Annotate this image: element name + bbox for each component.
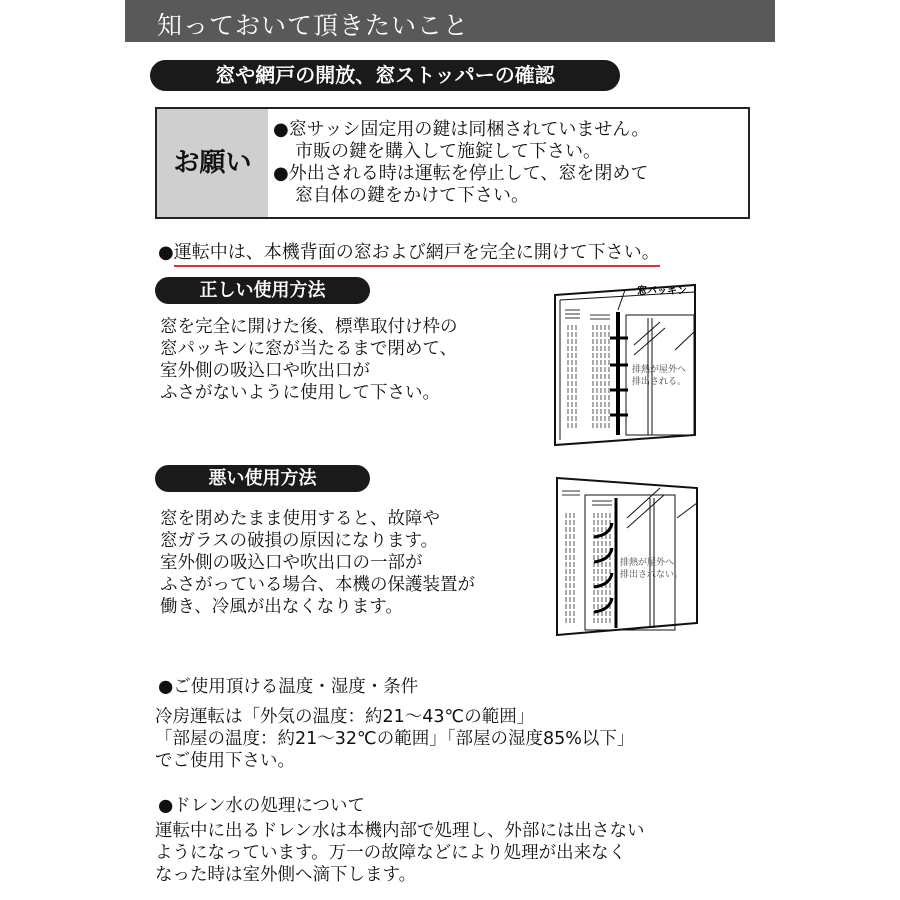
section-title: 窓や網戸の開放、窓ストッパーの確認 — [150, 60, 620, 91]
correct-usage-title: 正しい使用方法 — [155, 277, 370, 304]
text-line: 室外側の吸込口や吹出口の一部が — [160, 553, 423, 573]
text-line: 冷房運転は「外気の温度：約21～43℃の範囲」 — [155, 707, 535, 727]
correct-window-diagram — [550, 280, 700, 450]
text-line: 「部屋の温度：約21～32℃の範囲」「部屋の湿度85%以下」 — [155, 729, 635, 749]
conditions-text — [155, 706, 634, 772]
diagram-caption: 排出されない。 — [620, 570, 684, 580]
text-line: なった時は室外側へ滴下します。 — [155, 865, 417, 885]
text-line: 室外側の吸込口や吹出口が — [160, 361, 370, 381]
text-line: 働き、冷風が出なくなります。 — [160, 597, 403, 617]
bullet-icon: ● — [158, 242, 174, 263]
request-text — [273, 119, 649, 207]
diagram-caption: 排出される。 — [632, 377, 687, 387]
text-line: 運転中に出るドレン水は本機内部で処理し、外部には出さない — [155, 821, 645, 841]
header-bar — [125, 0, 775, 42]
drain-text — [155, 820, 645, 886]
request-line: ●外出される時は運転を停止して、窓を閉めて — [273, 163, 649, 184]
drain-title: ●ドレン水の処理について — [158, 796, 365, 816]
request-line: 窓自体の鍵をかけて下さい。 — [295, 185, 529, 206]
conditions-title: ●ご使用頂ける温度・湿度・条件 — [158, 677, 419, 697]
page-title: 知っておいて頂きたいこと — [157, 11, 470, 40]
request-box — [155, 107, 750, 219]
request-line: 市販の鍵を購入して施錠して下さい。 — [295, 141, 601, 162]
text-line: 窓パッキンに窓が当たるまで閉めて、 — [160, 339, 457, 359]
text-line: ようになっています。万一の故障などにより処理が出来なく — [155, 843, 627, 863]
request-label: お願い — [157, 109, 268, 217]
packing-label: 窓パッキン — [637, 286, 687, 297]
diagram-caption: 排熱が屋外へ — [620, 558, 675, 568]
text-line: 窓を閉めたまま使用すると、故障や — [160, 509, 440, 529]
notice-text: 運転中は、本機背面の窓および網戸を完全に開けて下さい。 — [174, 242, 660, 267]
text-line: でご使用下さい。 — [155, 751, 295, 771]
notice — [158, 238, 660, 264]
incorrect-window-diagram — [552, 473, 700, 638]
incorrect-usage-title: 悪い使用方法 — [155, 465, 370, 492]
text-line: 窓ガラスの破損の原因になります。 — [160, 531, 439, 551]
diagram-caption: 排熱が屋外へ — [632, 365, 687, 375]
incorrect-usage-text — [160, 508, 475, 618]
correct-usage-text — [160, 316, 458, 404]
request-line: ●窓サッシ固定用の鍵は同梱されていません。 — [273, 119, 650, 140]
text-line: ふさがないように使用して下さい。 — [160, 383, 440, 403]
text-line: ふさがっている場合、本機の保護装置が — [160, 575, 475, 595]
text-line: 窓を完全に開けた後、標準取付け枠の — [160, 317, 458, 337]
